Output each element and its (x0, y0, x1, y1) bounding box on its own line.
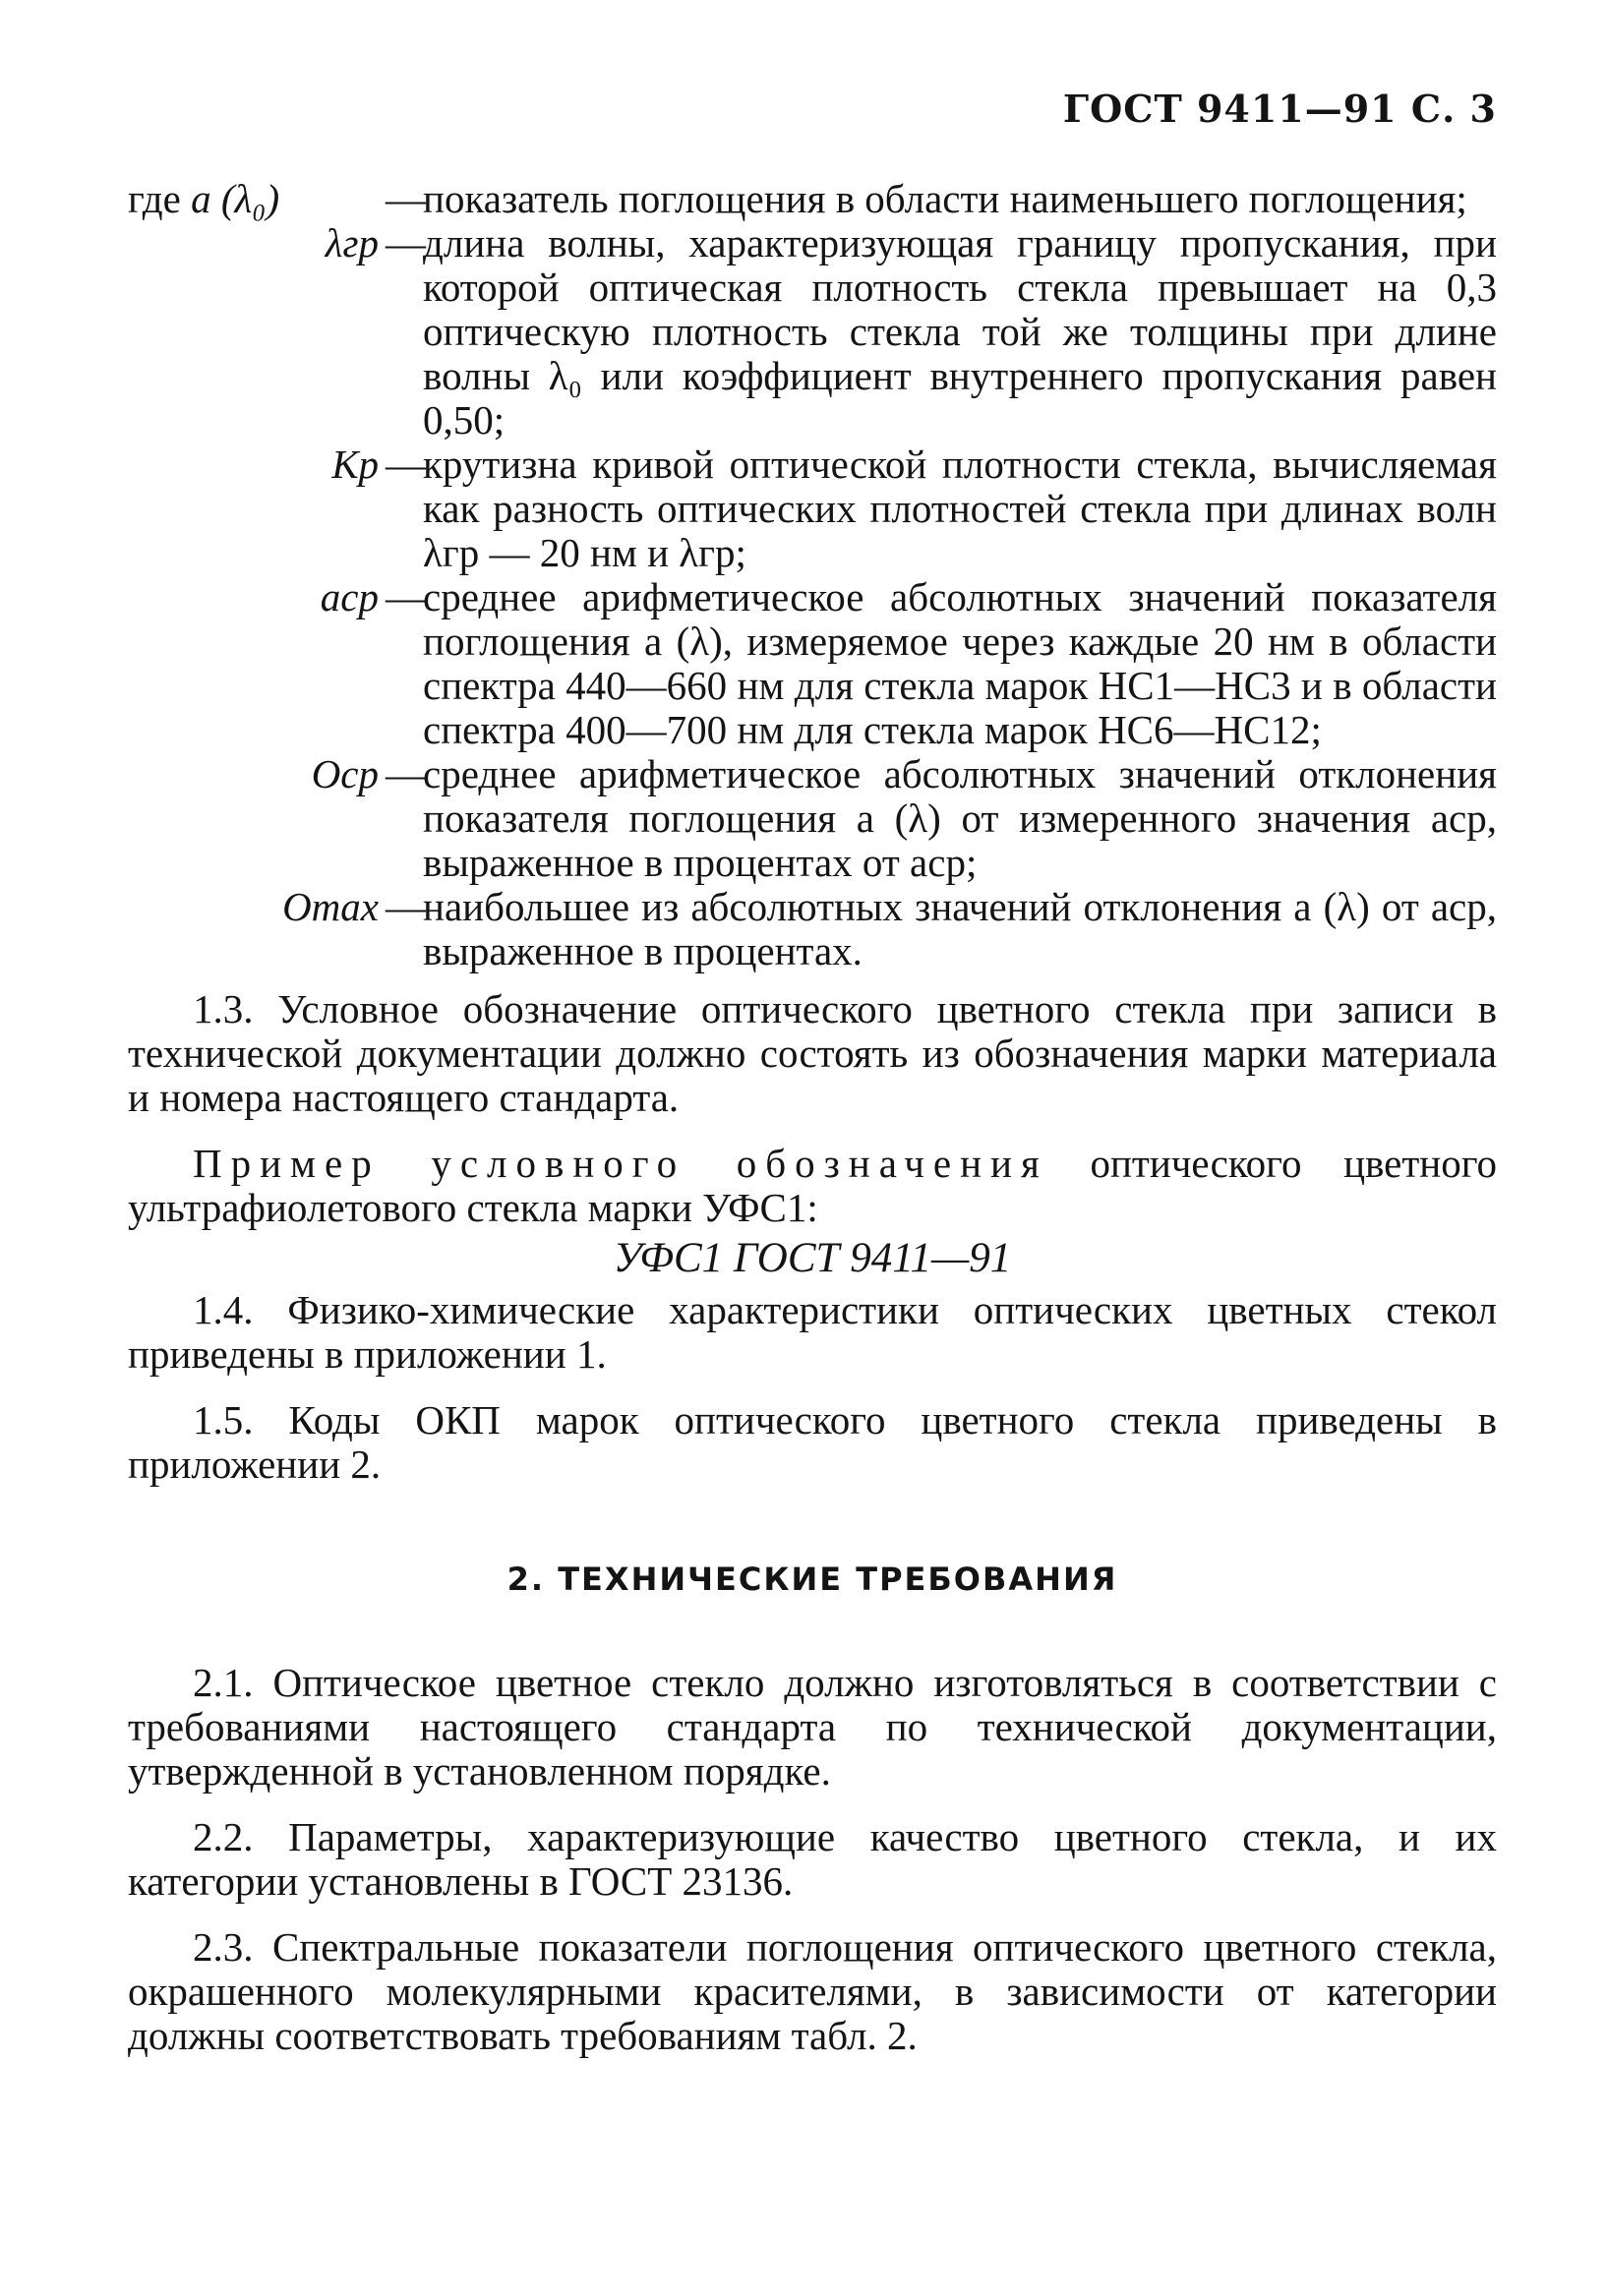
definitions-list (128, 177, 1497, 973)
definition-dash: — (386, 220, 426, 265)
paragraph-2-2: 2.2. Параметры, характеризующие качество цветного стекла, и их категории установлены в ГОСТ 23136. (128, 1814, 1497, 1904)
definition-item (128, 221, 1497, 442)
designation-example: УФС1 ГОСТ 9411—91 (613, 1235, 1012, 1281)
definition-term: λгр (325, 220, 379, 265)
definition-term: Оmax (282, 884, 379, 929)
definition-text: показатель поглощения в области наименьшего поглощения; (423, 176, 1467, 221)
definition-dash: — (386, 442, 426, 487)
example-paragraph (128, 1142, 1497, 1230)
definition-item (128, 442, 1497, 575)
definition-dash: — (386, 884, 426, 929)
definition-item (128, 885, 1497, 973)
definition-text: среднее арифметическое абсолютных значений показателя поглощения а (λ), измеряемое через каждые 20 нм в области спектра 440—660 нм для стекла марок НС1—НС3 и в области спектра 400—700 нм для стекла марок НС6—НС12; (423, 574, 1497, 752)
definition-text: наибольшее из абсолютных значений отклонения а (λ) от аср, выраженное в процентах. (423, 884, 1497, 973)
definition-text: длина волны, характеризующая границу пропускания, при которой оптическая плотность стекла превышает на 0,3 оптическую плотность стекла той же толщины при длине волны λ₀ или коэффициент внутреннего пропускания равен 0,50; (423, 220, 1497, 442)
paragraph-1-5: 1.5. Коды ОКП марок оптического цветного стекла приведены в приложении 2. (128, 1397, 1497, 1487)
definition-item (128, 575, 1497, 752)
example-lead: Пример условного обозначения (193, 1141, 1048, 1186)
section-title: 2. ТЕХНИЧЕСКИЕ ТРЕБОВАНИЯ (506, 1560, 1118, 1598)
definition-text: крутизна кривой оптической плотности стекла, вычисляемая как разность оптических плотностей стекла при длинах волн λгр — 20 нм и λгр; (423, 442, 1497, 575)
page-content (128, 177, 1497, 2058)
example-rest: оптического цветного ультрафиолетового стекла марки УФС1: (128, 1141, 1498, 1230)
definition-text: среднее арифметическое абсолютных значений отклонения показателя поглощения а (λ) от измеренного значения аср, выраженное в процентах от аср; (423, 751, 1497, 885)
paragraph-2-1: 2.1. Оптическое цветное стекло должно изготовляться в соответствии с требованиями настоящего стандарта по технической документации, утвержденной в установленном порядке. (128, 1660, 1497, 1794)
definition-dash: — (386, 176, 426, 221)
definition-dash: — (386, 751, 426, 796)
running-head: ГОСТ 9411—91 С. 3 (1062, 87, 1497, 131)
definition-item (128, 752, 1497, 885)
definition-term: Кр (331, 442, 379, 487)
definition-item (128, 177, 1497, 221)
definition-term: аср (320, 574, 379, 619)
definition-dash: — (386, 574, 426, 619)
paragraph-1-4: 1.4. Физико-химические характеристики оптических цветных стекол приведены в приложении 1. (128, 1287, 1497, 1377)
paragraph-2-3: 2.3. Спектральные показатели поглощения оптического цветного стекла, окрашенного молекулярными красителями, в зависимости от категории должны соответствовать требованиям табл. 2. (128, 1924, 1497, 2058)
paragraph-1-3: 1.3. Условное обозначение оптического цветного стекла при записи в технической документации должно состоять из обозначения марки материала и номера настоящего стандарта. (128, 986, 1497, 1120)
definition-term: Оср (311, 751, 379, 796)
definition-term: где а (λ₀) (128, 176, 280, 221)
